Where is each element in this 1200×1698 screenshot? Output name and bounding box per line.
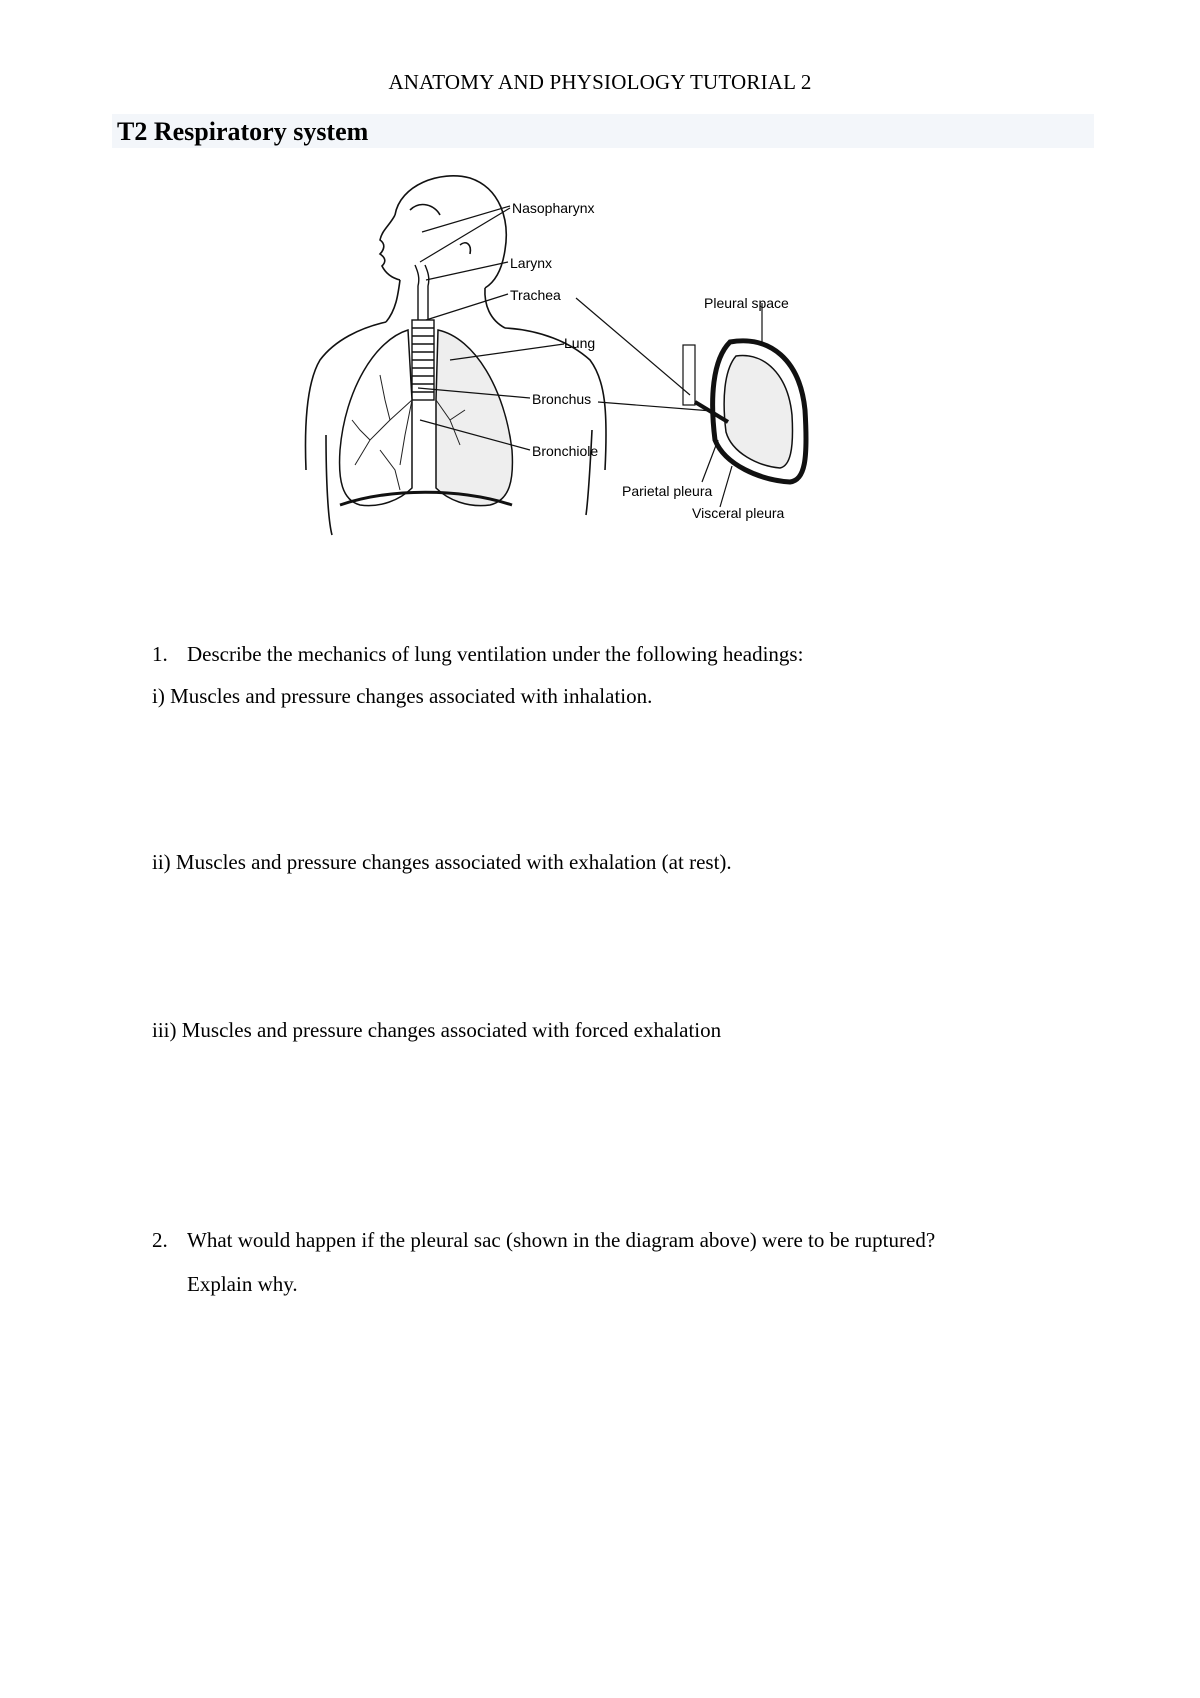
question-1-number: 1.: [152, 642, 168, 666]
label-bronchus: Bronchus: [532, 391, 592, 407]
question-1-part-ii: ii) Muscles and pressure changes associated with exhalation (at rest).: [152, 850, 732, 874]
question-2-text-line-1: What would happen if the pleural sac (shown in the diagram above) were to be ruptured?: [187, 1228, 936, 1252]
airway: [412, 265, 434, 400]
label-parietal-pleura: Parietal pleura: [622, 483, 713, 499]
label-pleural-space: Pleural space: [704, 295, 789, 311]
label-bronchiole: Bronchiole: [532, 443, 599, 459]
document-header: ANATOMY AND PHYSIOLOGY TUTORIAL 2: [388, 70, 812, 94]
section-title: T2 Respiratory system: [117, 117, 369, 146]
question-1-text: Describe the mechanics of lung ventilation under the following headings:: [187, 642, 804, 666]
pleura-detail: [683, 341, 806, 482]
question-1-part-iii: iii) Muscles and pressure changes associated with forced exhalation: [152, 1018, 722, 1042]
question-2-text-line-2: Explain why.: [187, 1272, 298, 1296]
label-nasopharynx: Nasopharynx: [512, 200, 595, 216]
label-lung: Lung: [564, 335, 596, 351]
label-larynx: Larynx: [510, 255, 553, 271]
question-1-part-i: i) Muscles and pressure changes associated with inhalation.: [152, 684, 653, 708]
respiratory-system-diagram: [300, 170, 900, 590]
question-2-number: 2.: [152, 1228, 168, 1252]
label-visceral-pleura: Visceral pleura: [692, 505, 785, 521]
label-trachea: Trachea: [510, 287, 561, 303]
